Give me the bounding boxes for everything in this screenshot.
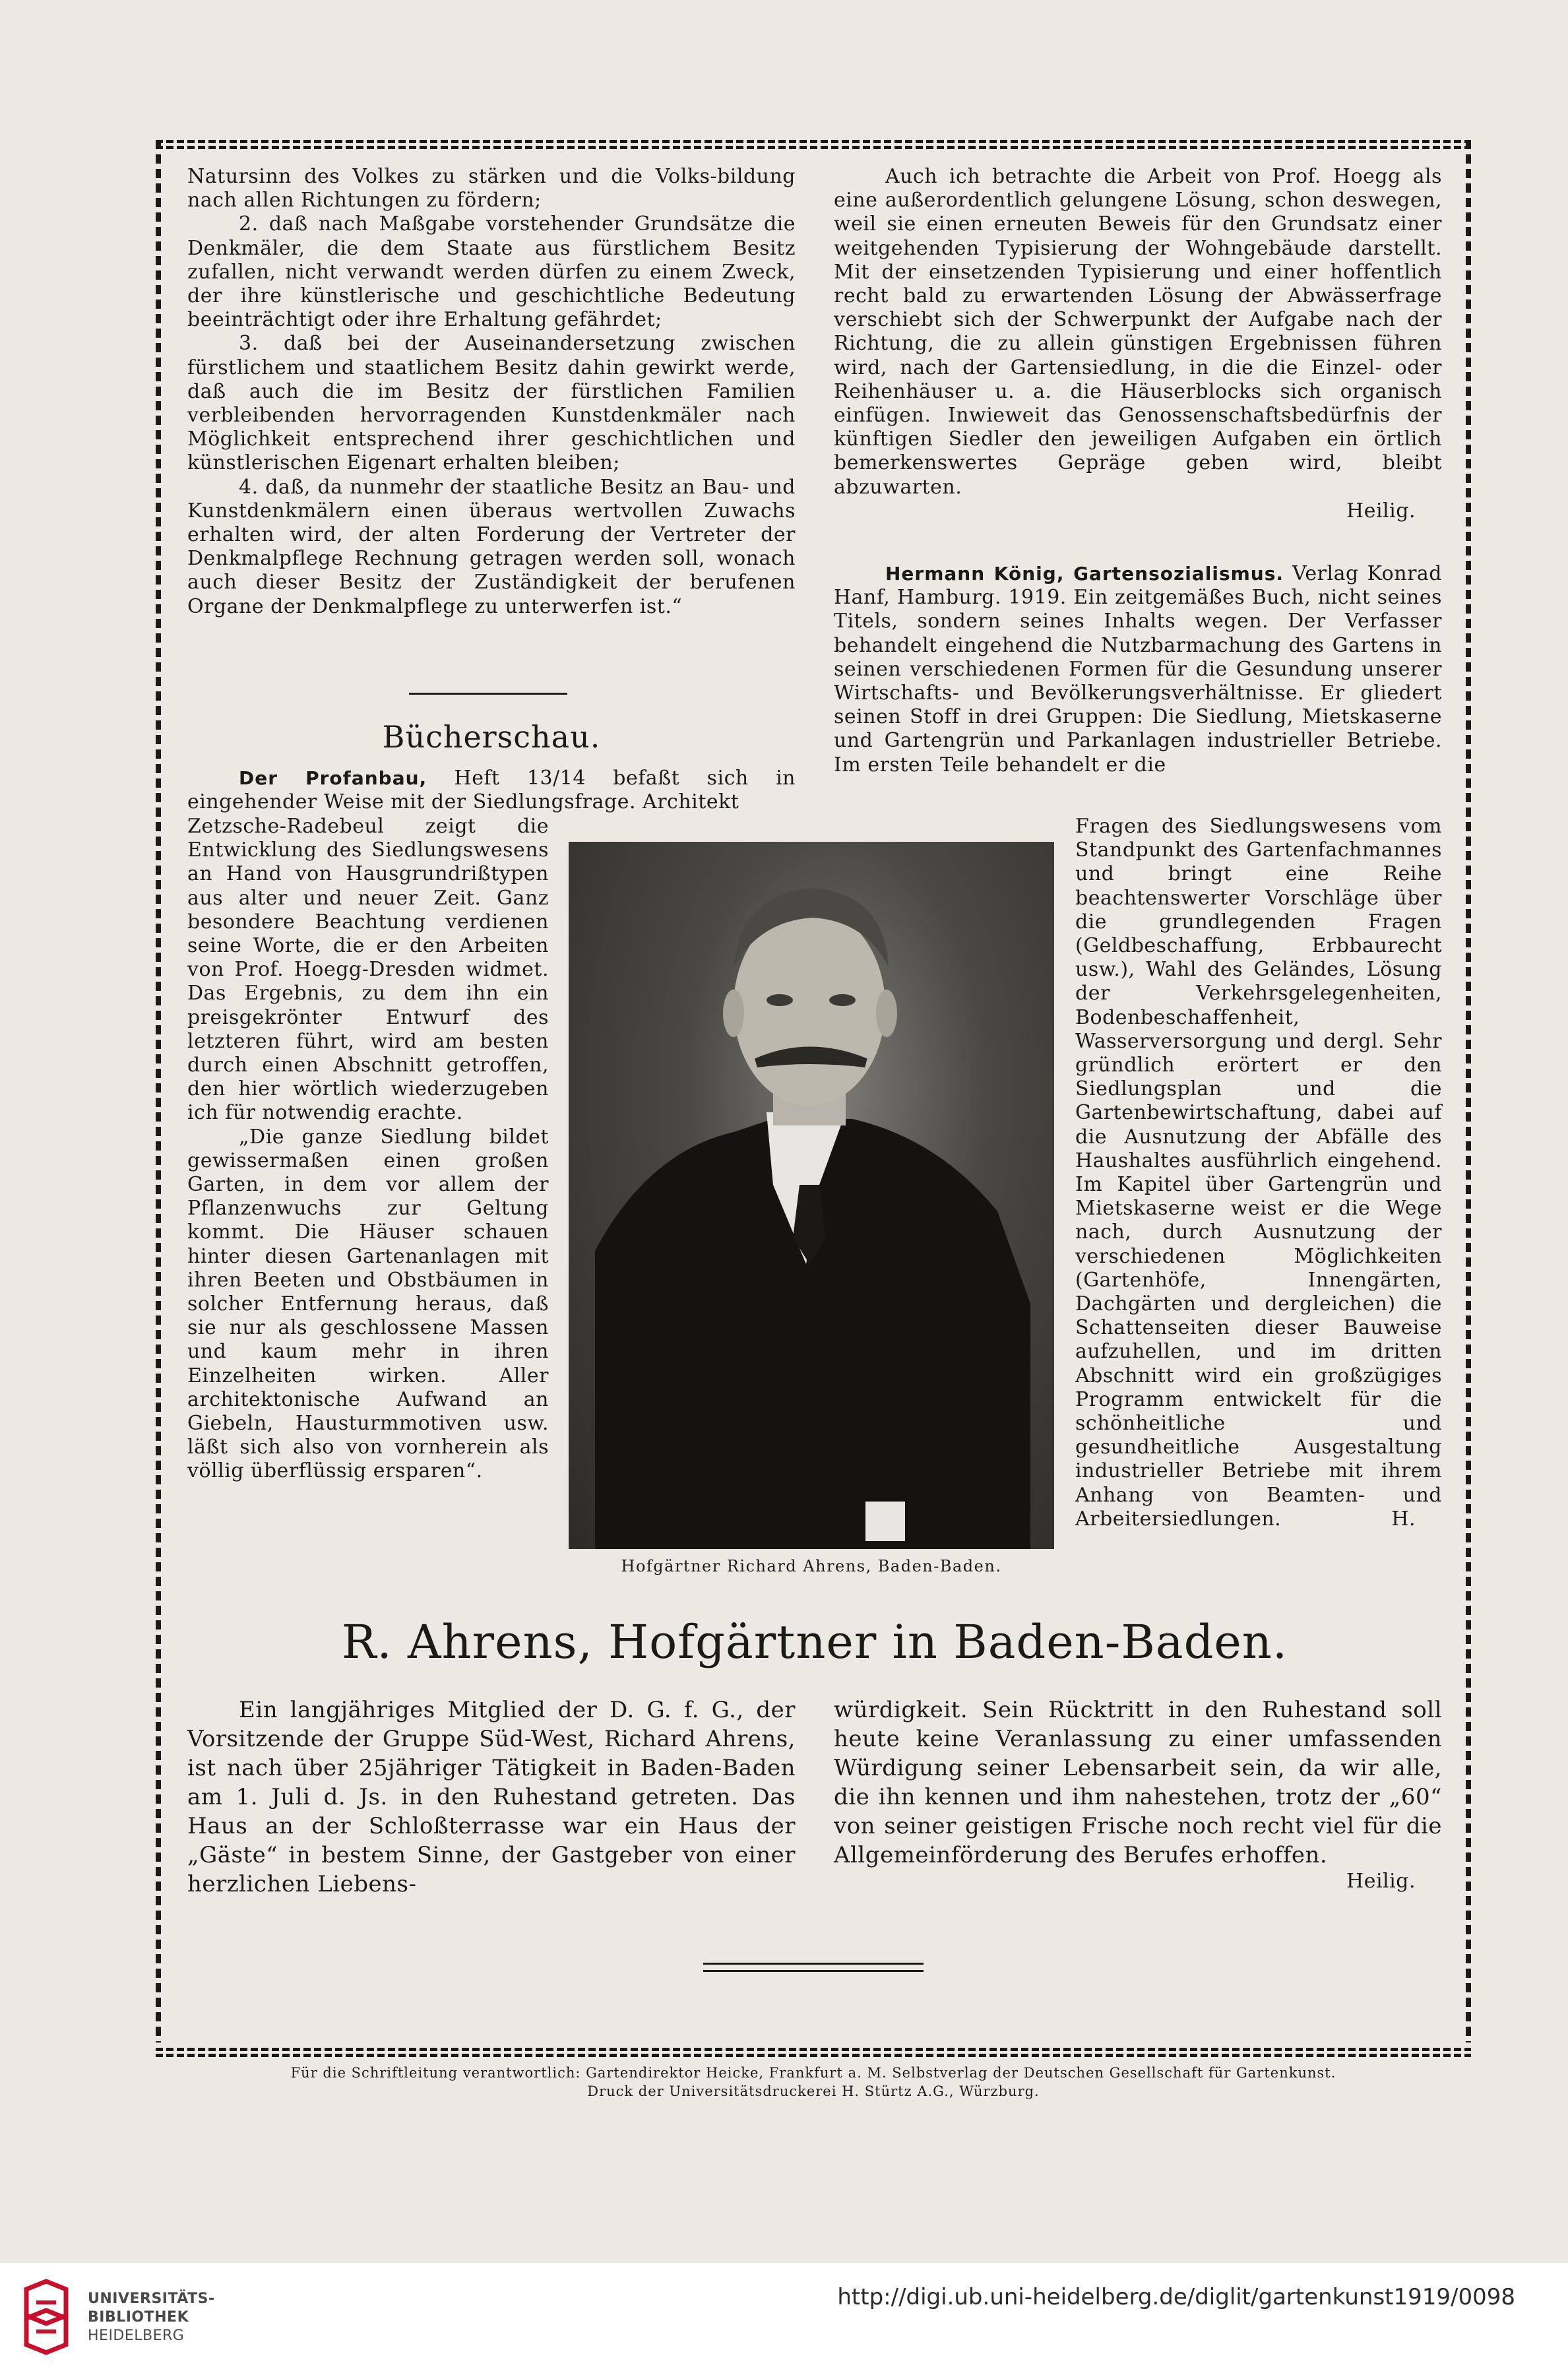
paragraph: 2. daß nach Maßgabe vorstehender Grundsätze die Denkmäler, die dem Staate aus fürstlichem Besitz zufallen, nicht verwandt werden dürfen zu einem Zweck, der ihre künstlerische und geschichtliche Bedeutung beeinträchtigt oder ihre Erhaltung gefährdet; (187, 212, 796, 332)
ahrens-signature-wrap (834, 1870, 1442, 1893)
imprint-line-1: Für die Schriftleitung verantwortlich: Gartendirektor Heicke, Frankfurt a. M. Selbstverlag der Deutschen Gesellschaft für Gartenkunst. (290, 2065, 1336, 2081)
portrait-figure (569, 842, 1054, 1549)
library-logo-icon (20, 2276, 73, 2358)
photo-caption: Hofgärtner Richard Ahrens, Baden-Baden. (621, 1557, 1002, 1575)
end-rule (703, 1963, 924, 1965)
section-heading-buecherschau: Bücherschau. (382, 719, 601, 755)
frame-bottom (156, 2048, 1471, 2057)
review-text: Heft 13/14 befaßt sich in eingehender Weise mit der Siedlungsfrage. Architekt (187, 767, 796, 814)
source-url-link[interactable]: http://digi.ub.uni-heidelberg.de/diglit/gartenkunst1919/0098 (837, 2284, 1515, 2310)
signature: Heilig. (1346, 499, 1416, 522)
frame-right (1466, 140, 1471, 2042)
ahrens-col2 (834, 1695, 1442, 1870)
quoted-passage: „Die ganze Siedlung bildet gewissermaßen einen großen Garten, in dem vor allem der Pflanzenwuchs zur Geltung kommt. Die Häuser schauen hinter diesen Gartenanlagen mit ihren Beeten und Obstbäumen in solcher Entfernung heraus, daß sie nur als geschlossene Massen und kaum mehr in ihren Einzelheiten wirken. Aller architektonische Aufwand an Giebeln, Hausturmmotiven usw. läßt sich also von vornherein als völlig überflüssig ersparen“. (187, 1125, 549, 1483)
portrait-photo (569, 842, 1054, 1549)
paragraph: 3. daß bei der Auseinandersetzung zwischen fürstlichem und staatlichem Besitz dahin gewirkt werde, daß auch die im Besitz der fürstlichen Familien verbleibenden hervorragenden Kunstdenkmäler nach Möglichkeit entsprechend ihrer geschichtlichen und künstlerischen Eigenart erhalten bleiben; (187, 332, 796, 475)
end-rule (703, 1970, 924, 1972)
paragraph: Auch ich betrachte die Arbeit von Prof. Hoegg als eine außerordentlich gelungene Lösung, schon deswegen, weil sie einen erneuten Beweis für den Grundsatz einer weitgehenden Typisierung der Wohngebäude darstellt. Mit der einsetzenden Typisierung und einer hoffentlich recht bald zu erwartenden Lösung der Abwässerfrage verschiebt sich der Schwerpunkt der Aufgabe nach der Richtung, die zu allein günstigen Ergebnissen führen wird, nach der Gartensiedlung, in die die Einzel- oder Reihenhäuser u. a. die Häuserblocks sich organisch einfügen. Inwieweit das Genossenschaftsbedürfnis der künftigen Siedler den jeweiligen Aufgaben ein örtlich bemerkenswertes Gepräge geben wird, bleibt abzuwarten. (834, 165, 1442, 499)
library-bar (0, 2263, 1568, 2375)
library-name-2: BIBLIOTHEK (88, 2309, 189, 2326)
review-title: Hermann König, Gartensozialismus. (885, 563, 1284, 585)
koenig-review (834, 562, 1442, 777)
paragraph: Natursinn des Volkes zu stärken und die Volks-bildung nach allen Richtungen zu fördern; (187, 165, 796, 212)
article-heading: R. Ahrens, Hofgärtner in Baden-Baden. (341, 1615, 1288, 1669)
frame-left (156, 140, 161, 2042)
paragraph: Ein langjähriges Mitglied der D. G. f. G., der Vorsitzende der Gruppe Süd-West, Richard Ahrens, ist nach über 25jähriger Tätigkeit in Baden-Baden am 1. Juli d. Js. in den Ruhestand getreten. Das Haus an der Schloßterrasse war ein Haus der „Gäste“ in bestem Sinne, der Gastgeber von einer herzlichen Liebens- (187, 1697, 796, 1897)
frame-top (156, 140, 1471, 149)
col1-continuation (187, 165, 796, 619)
profanbau-review-narrow (187, 815, 549, 1484)
library-name-3: HEIDELBERG (88, 2328, 185, 2344)
koenig-review-narrow (1075, 815, 1442, 1531)
signature: H. (1391, 1507, 1416, 1531)
review-text: Fragen des Siedlungswesens vom Standpunkt des Gartenfachmannes und bringt eine Reihe beachtenswerter Vorschläge über die grundlegenden Fragen (Geldbeschaffung, Erbbaurecht usw.), Wahl des Geländes, Lösung der Verkehrsgelegenheiten, Bodenbeschaffenheit, Wasserversorgung und dergl. Sehr gründlich erörtert er den Siedlungsplan und die Gartenbewirtschaftung, dabei auf die Ausnutzung der Abfälle des Haushaltes ausführlich eingehend. Im Kapitel über Gartengrün und Mietskaserne weist er die Wege nach, durch Ausnutzung der verschiedenen Möglichkeiten (Gartenhöfe, Innengärten, Dachgärten und dergleichen) die Schattenseiten dieser Bauweise aufzuhellen, und im dritten Abschnitt wird ein großzügiges Programm entwickelt für die schönheitliche und gesundheitliche Ausgestaltung industrieller Betriebe mit ihrem Anhang von Beamten- und Arbeitersiedlungen. (1075, 815, 1442, 1531)
paragraph: würdigkeit. Sein Rücktritt in den Ruhestand soll heute keine Veranlassung zu einer umfassenden Würdigung seiner Lebensarbeit sein, da wir alle, die ihn kennen und ihm nahestehen, trotz der „60“ von seiner geistigen Frische noch recht viel für die Allgemeinförderung des Berufes erhoffen. (834, 1697, 1442, 1868)
ahrens-col1 (187, 1695, 796, 1899)
review-text: Zetzsche-Radebeul zeigt die Entwicklung des Siedlungswesens an Hand von Hausgrundrißtypen aus alter und neuer Zeit. Ganz besondere Beachtung verdienen seine Worte, die er den Arbeiten von Prof. Hoegg-Dresden widmet. Das Ergebnis, zu dem ihn ein preisgekrönter Entwurf des letzteren führt, wird am besten durch einen Abschnitt getroffen, den hier wörtlich wiederzugeben ich für notwendig erachte. (187, 815, 549, 1125)
imprint-line-2: Druck der Universitätsdruckerei H. Stürtz A.G., Würzburg. (587, 2083, 1040, 2099)
library-name-1: UNIVERSITÄTS- (88, 2291, 215, 2307)
signature: Heilig. (1346, 1870, 1416, 1893)
review-title: Der Profanbau, (239, 767, 427, 789)
divider (409, 693, 567, 695)
paragraph: 4. daß, da nunmehr der staatliche Besitz an Bau- und Kunstdenkmälern einen überaus wertvollen Zuwachs erhalten wird, der alten Forderung der Vertreter der Denkmalpflege Rechnung getragen werden soll, wonach auch dieser Besitz der Zuständigkeit der berufenen Organe der Denkmalpflege zu unterwerfen ist.“ (187, 475, 796, 618)
col2-continuation (834, 165, 1442, 523)
review-text: Verlag Konrad Hanf, Hamburg. 1919. Ein zeitgemäßes Buch, nicht seines Titels, sondern seines Inhalts wegen. Der Verfasser behandelt eingehend die Nutzbarmachung des Gartens in seinen verschiedenen Formen für die Gesundung unserer Wirtschafts- und Bevölkerungsverhältnisse. Er gliedert seinen Stoff in drei Gruppen: Die Siedlung, Mietskaserne und Gartengrün und Parkanlagen industrieller Betriebe. Im ersten Teile behandelt er die (834, 562, 1442, 776)
profanbau-review (187, 767, 796, 814)
